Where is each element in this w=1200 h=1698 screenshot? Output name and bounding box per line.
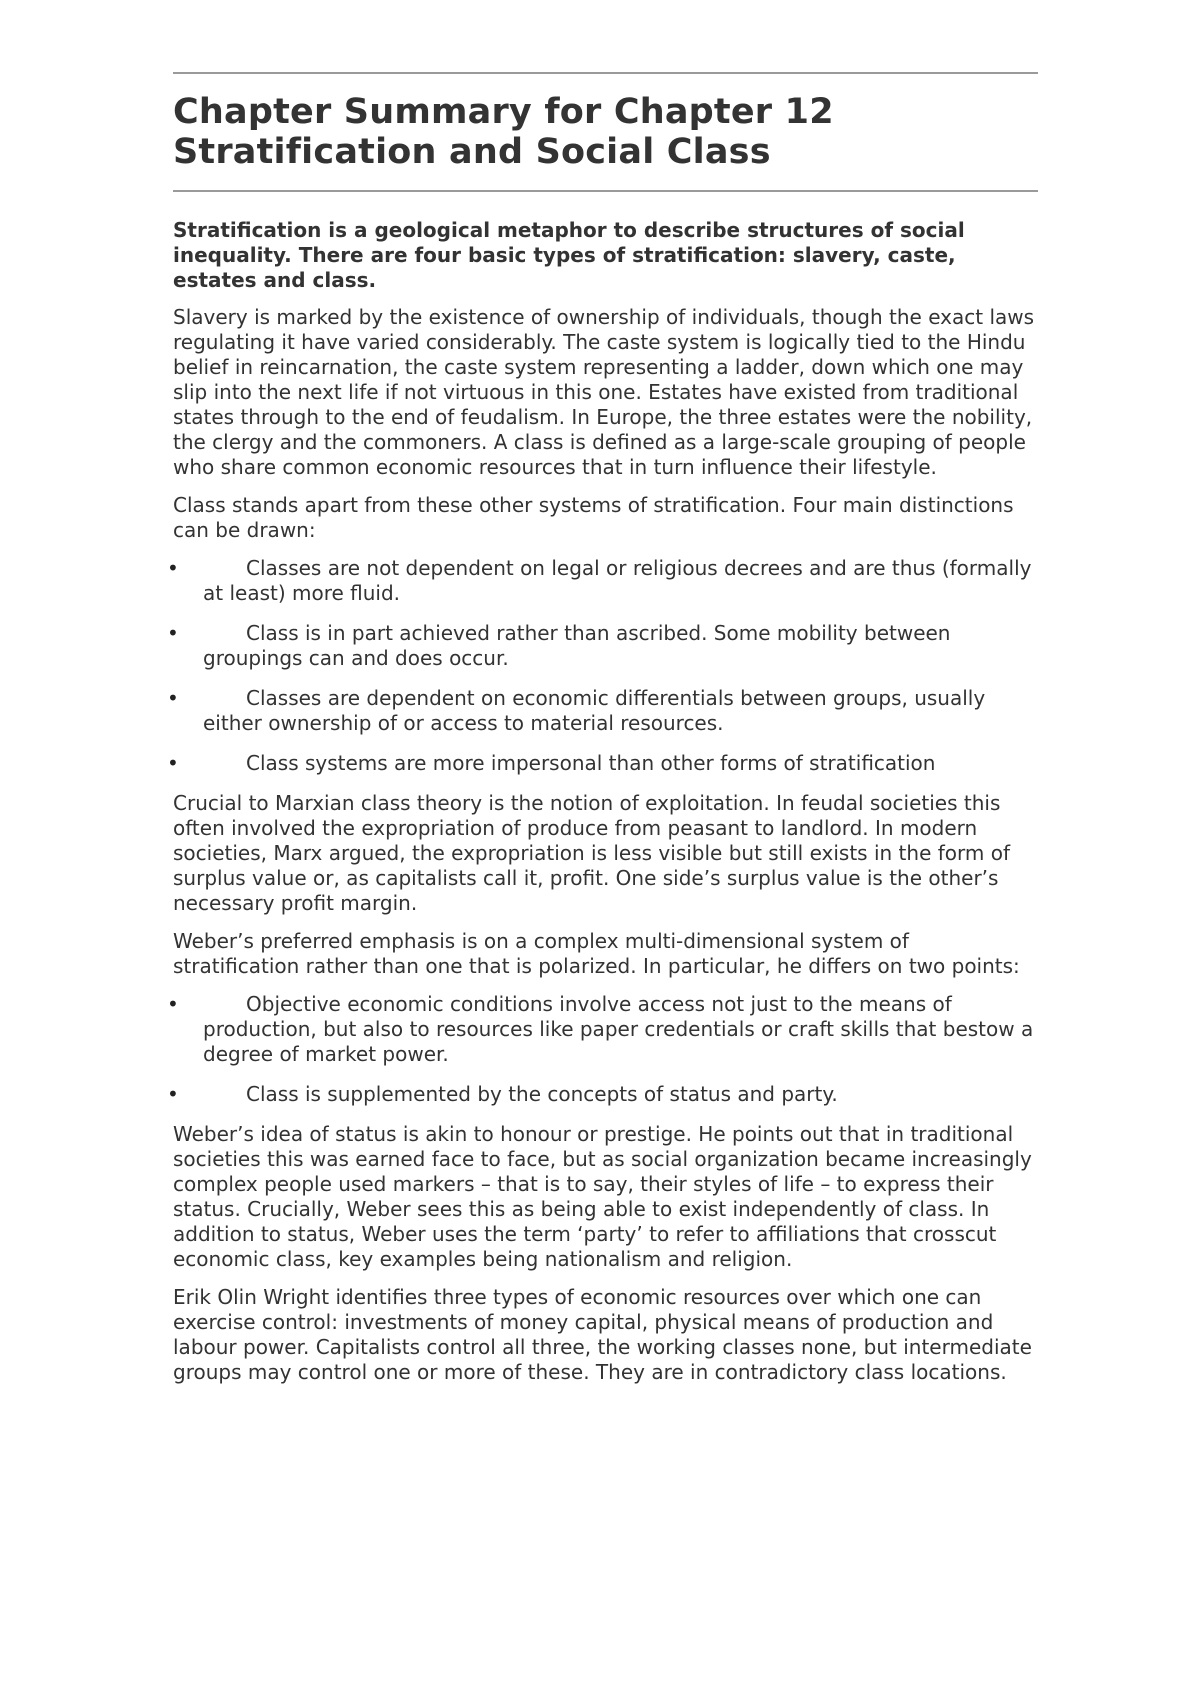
list-item (167, 556, 1038, 606)
lead-paragraph: Stratification is a geological metaphor to describe structures of social inequality. There are four basic types of stratification: slavery, caste, estates and class. (173, 218, 965, 292)
title-bottom-rule (173, 190, 1038, 192)
list-item (167, 992, 1038, 1067)
weber-points-list (167, 992, 1038, 1107)
list-item (167, 1082, 1038, 1107)
title-line-1: Chapter Summary for Chapter 12 (173, 92, 834, 132)
title-line-2: Stratification and Social Class (173, 132, 771, 172)
bullet-icon: • (167, 621, 179, 645)
bullet-icon: • (167, 556, 179, 580)
list-item (167, 621, 1038, 671)
list-item-text: Class systems are more impersonal than other forms of stratification (246, 751, 936, 775)
paragraph-weber-emphasis: Weber’s preferred emphasis is on a complex multi-dimensional system of stratification rather than one that is polarized. In particular, he differs on two points: (173, 929, 1020, 978)
document-page (167, 72, 1038, 1398)
list-item-text: Classes are not dependent on legal or religious decrees and are thus (formally at least) more fluid. (203, 556, 1032, 605)
page-title (173, 92, 1038, 172)
list-item-text: Class is supplemented by the concepts of status and party. (246, 1082, 838, 1106)
class-distinctions-list (167, 556, 1038, 776)
paragraph-class-distinctions: Class stands apart from these other systems of stratification. Four main distinctions can be drawn: (173, 493, 1014, 542)
list-item-text: Class is in part achieved rather than ascribed. Some mobility between groupings can and does occur. (203, 621, 951, 670)
list-item (167, 686, 1038, 736)
bullet-icon: • (167, 686, 179, 710)
paragraph-marxian-theory: Crucial to Marxian class theory is the notion of exploitation. In feudal societies this often involved the expropriation of produce from peasant to landlord. In modern societies, Marx argued, the expropriation is less visible but still exists in the form of surplus value or, as capitalists call it, profit. One side’s surplus value is the other’s necessary profit margin. (173, 791, 1010, 915)
list-item-text: Objective economic conditions involve access not just to the means of production, but also to resources like paper credentials or craft skills that bestow a degree of market power. (203, 992, 1034, 1066)
paragraph-erik-olin-wright: Erik Olin Wright identifies three types of economic resources over which one can exercise control: investments of money capital, physical means of production and labour power. Capitalists control all three, the working classes none, but intermediate groups may control one or more of these. They are in contradictory class locations. (173, 1285, 1032, 1384)
paragraph-slavery-caste-estates: Slavery is marked by the existence of ownership of individuals, though the exact laws regulating it have varied considerably. The caste system is logically tied to the Hindu belief in reincarnation, the caste system representing a ladder, down which one may slip into the next life if not virtuous in this one. Estates have existed from traditional states through to the end of feudalism. In Europe, the three estates were the nobility, the clergy and the commoners. A class is defined as a large-scale grouping of people who share common economic resources that in turn influence their lifestyle. (173, 305, 1035, 479)
list-item (167, 751, 1038, 776)
bullet-icon: • (167, 751, 179, 775)
paragraph-weber-status: Weber’s idea of status is akin to honour or prestige. He points out that in traditional societies this was earned face to face, but as social organization became increasingly complex people used markers – that is to say, their styles of life – to express their status. Crucially, Weber sees this as being able to exist independently of class. In addition to status, Weber uses the term ‘party’ to refer to affiliations that crosscut economic class, key examples being nationalism and religion. (173, 1122, 1032, 1271)
top-rule (173, 72, 1038, 74)
list-item-text: Classes are dependent on economic differentials between groups, usually either ownership of or access to material resources. (203, 686, 986, 735)
bullet-icon: • (167, 1082, 179, 1106)
bullet-icon: • (167, 992, 179, 1016)
